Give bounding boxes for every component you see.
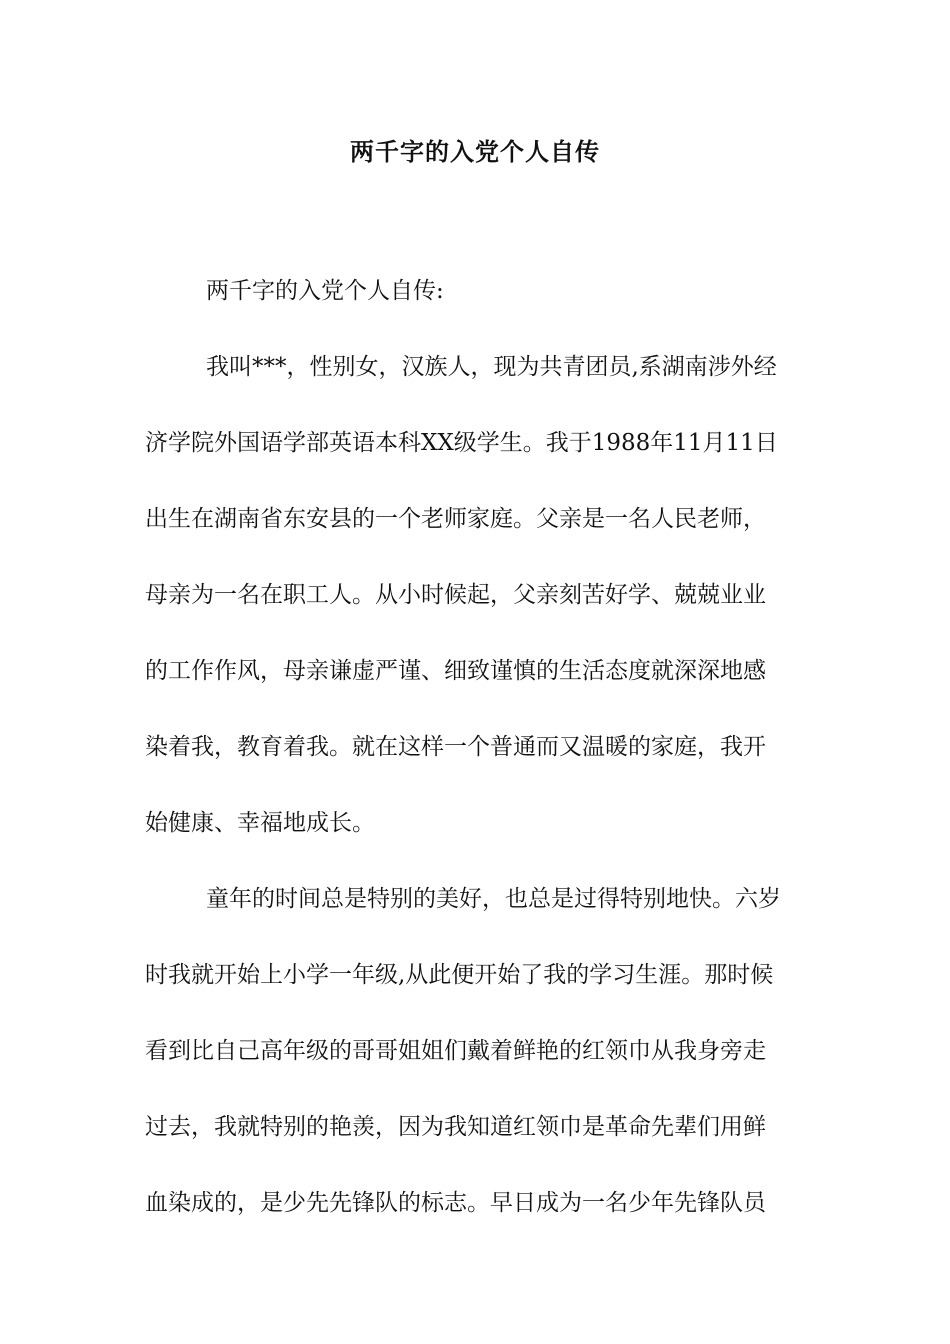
- text-line: 始健康、幸福地成长。: [145, 810, 375, 836]
- text-line: 童年的时间总是特别的美好，也总是过得特别地快。六岁: [206, 886, 781, 912]
- text-line: 出生在湖南省东安县的一个老师家庭。父亲是一名人民老师，: [145, 506, 766, 532]
- text-line: 过去，我就特别的艳羡，因为我知道红领巾是革命先辈们用鲜: [145, 1114, 766, 1140]
- text-line: 我叫***，性别女，汉族人，现为共青团员,系湖南涉外经: [206, 354, 777, 380]
- text-line: 染着我，教育着我。就在这样一个普通而又温暖的家庭，我开: [145, 734, 766, 760]
- paragraph-heading: [145, 253, 807, 329]
- text-line: 时我就开始上小学一年级,从此便开始了我的学习生涯。那时候: [145, 962, 774, 988]
- text-line: 血染成的，是少先先锋队的标志。早日成为一名少年先锋队员: [145, 1190, 766, 1216]
- document-body: [145, 253, 807, 1241]
- text-line: 的工作作风，母亲谦虚严谨、细致谨慎的生活态度就深深地感: [145, 658, 766, 684]
- text-line: 看到比自己高年级的哥哥姐姐们戴着鲜艳的红领巾从我身旁走: [145, 1038, 766, 1064]
- paragraph-childhood: [145, 861, 807, 1241]
- text-line: 母亲为一名在职工人。从小时候起，父亲刻苦好学、兢兢业业: [145, 582, 766, 608]
- text-line: 两千字的入党个人自传:: [206, 278, 444, 304]
- text-line: 济学院外国语学部英语本科XX级学生。我于1988年11月11日: [145, 430, 778, 456]
- paragraph-introduction: [145, 329, 807, 861]
- document-title: 两千字的入党个人自传: [350, 137, 600, 166]
